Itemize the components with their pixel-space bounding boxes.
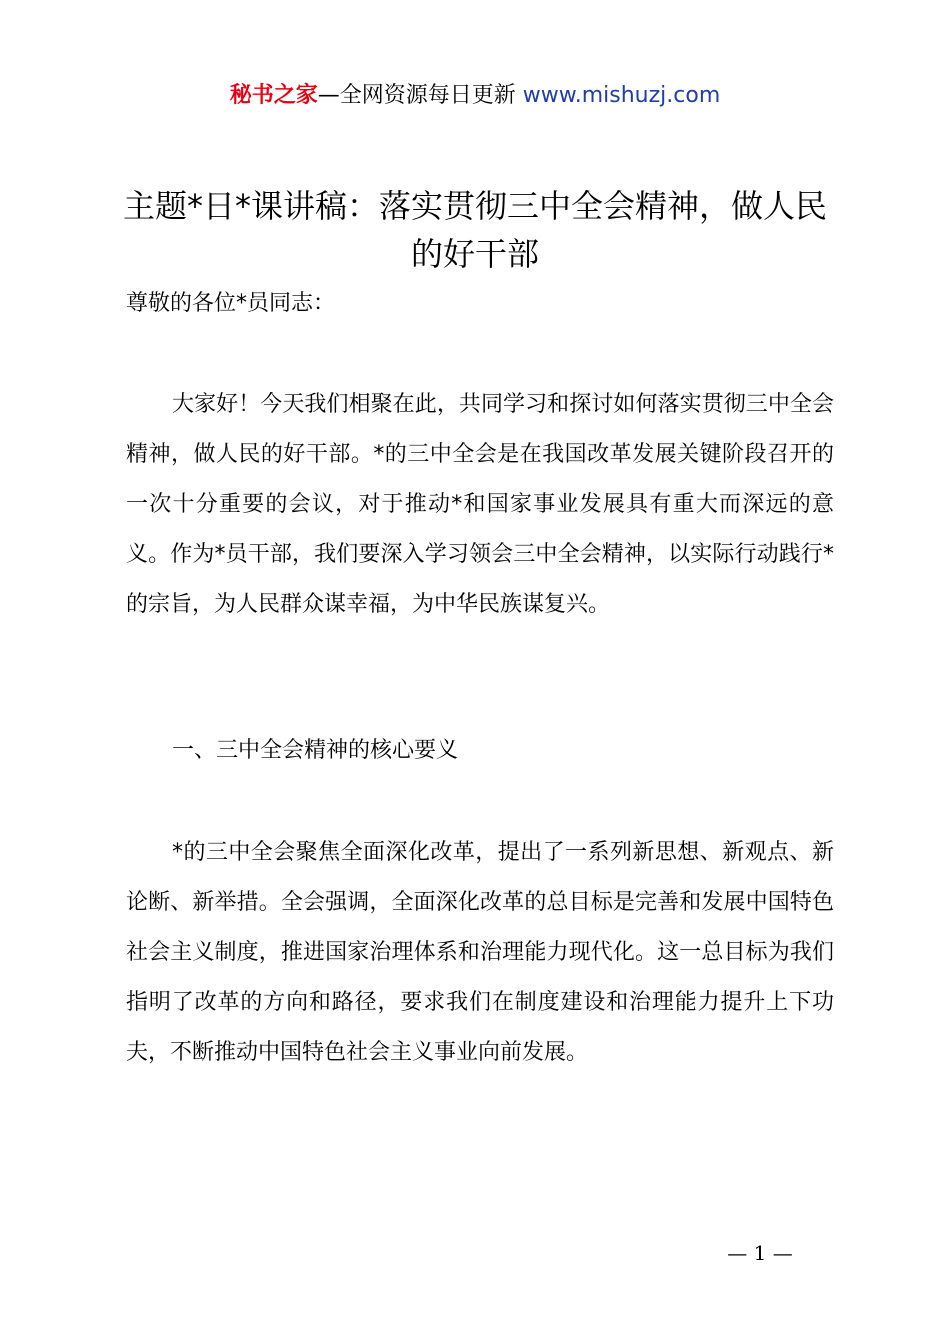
page-number: — 1 — bbox=[727, 1241, 793, 1265]
site-tagline: —全网资源每日更新 bbox=[317, 83, 516, 108]
salutation: 尊敬的各位*员同志： bbox=[126, 291, 336, 316]
site-header bbox=[0, 80, 950, 112]
site-url-link[interactable]: www.mishuzj.com bbox=[522, 83, 721, 108]
intro-paragraph: 大家好！今天我们相聚在此，共同学习和探讨如何落实贯彻三中全会精神，做人民的好干部。*的三中全会是在我国改革发展关键阶段召开的一次十分重要的会议，对于推动*和国家事业发展具有重大而深远的意义。作为*员干部，我们要深入学习领会三中全会精神，以实际行动践行*的宗旨，为人民群众谋幸福，为中华民族谋复兴。 bbox=[126, 392, 834, 617]
section-heading: 一、三中全会精神的核心要义 bbox=[172, 738, 459, 763]
site-brand: 秘书之家 bbox=[229, 83, 318, 108]
document-title: 主题*日*课讲稿：落实贯彻三中全会精神，做人民的好干部 bbox=[122, 187, 827, 273]
body-paragraph: *的三中全会聚焦全面深化改革，提出了一系列新思想、新观点、新论断、新举措。全会强调，全面深化改革的总目标是完善和发展中国特色社会主义制度，推进国家治理体系和治理能力现代化。这一总目标为我们指明了改革的方向和路径，要求我们在制度建设和治理能力提升上下功夫，不断推动中国特色社会主义事业向前发展。 bbox=[126, 840, 834, 1065]
